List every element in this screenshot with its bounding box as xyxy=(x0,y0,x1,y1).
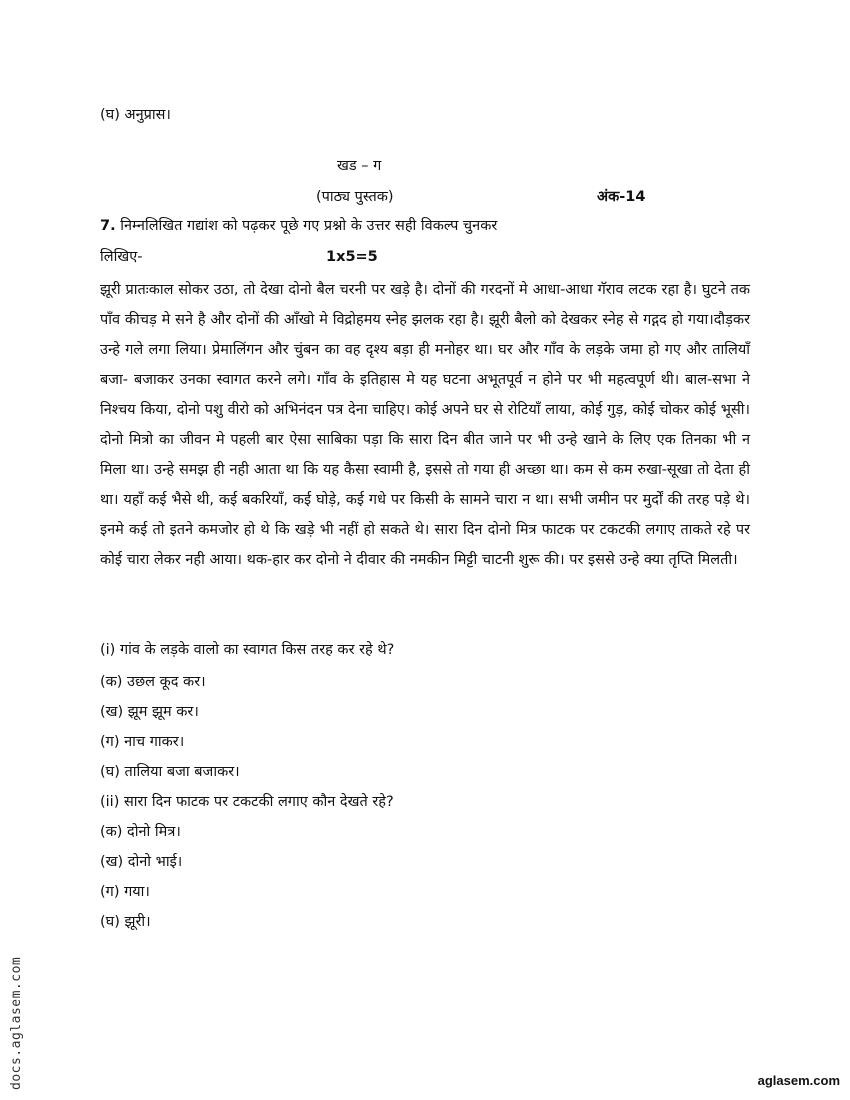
side-watermark: docs.aglasem.com xyxy=(9,956,24,1090)
section-marks: अंक-14 xyxy=(597,189,646,205)
question-instruction: निम्नलिखित गद्यांश को पढ़कर पूछे गए प्रश्नो के उत्तर सही विकल्प चुनकर xyxy=(120,218,498,234)
question-1-option-a: (क) उछल कूद कर। xyxy=(100,674,206,690)
question-instruction-end: लिखिए- xyxy=(100,249,143,265)
site-label: aglasem.com xyxy=(757,1073,840,1088)
question-1-option-c: (ग) नाच गाकर। xyxy=(100,734,185,750)
question-marks: 1x5=5 xyxy=(326,249,378,265)
previous-answer-option: (घ) अनुप्रास। xyxy=(100,107,171,123)
passage-text: झूरी प्रातःकाल सोकर उठा, तो देखा दोनो बैल चरनी पर खड़े है। दोनों की गरदनों मे आधा-आधा गॅराव लटक रहा है। घुटने तक पाँव कीचड़ मे सने है और दोनों की आँखो मे विद्रोहमय स्नेह झलक रहा है। झूरी बैलो को देखकर स्नेह से गद्गद हो गया।दौड़कर उन्हे गले लगा लिया। प्रेमालिंगन और चुंबन का वह दृश्य बड़ा ही मनोहर था। घर और गाँव के लड़के जमा हो गए और तालियाँ बजा- बजाकर उनका स्वागत करने लगे। गाँव के इतिहास मे यह घटना अभूतपूर्व न होने पर भी महत्वपूर्ण थी। बाल-सभा ने निश्चय किया, दोनो पशु वीरो को अभिनंदन पत्र देना चाहिए। कोई अपने घर से रोटियाँ लाया, कोई गुड़, कोई चोकर कोई भूसी। दोनो मित्रो का जीवन मे पहली बार ऐसा साबिका पड़ा कि सारा दिन बीत जाने पर भी उन्हे खाने के लिए एक तिनका भी न मिला था। उन्हे समझ ही नही आता था कि यह कैसा स्वामी है, इससे तो गया ही अच्छा था। कम से कम रुखा-सूखा तो देता ही था। यहाँ कई भैसे थी, कई बकरियाँ, कई घोड़े, कई गधे पर किसी के सामने चारा न था। सभी जमीन पर मुर्दों की तरह पड़े थे।इनमे कई तो इतने कमजोर हो थे कि खड़े भी नहीं हो सकते थे। सारा दिन दोनो मित्र फाटक पर टकटकी लगाए ताकते रहे पर कोई चारा लेकर नही आया। थक-हार कर दोनो ने दीवार की नमकीन मिट्टी चाटनी शुरू की। पर इससे उन्हे क्या तृप्ति मिलती। xyxy=(100,282,750,568)
question-2-option-a: (क) दोनो मित्र। xyxy=(100,824,181,840)
question-1-option-b: (ख) झूम झूम कर। xyxy=(100,704,199,720)
question-2-option-c: (ग) गया। xyxy=(100,884,150,900)
question-heading xyxy=(100,217,750,235)
section-subtitle: (पाठ्य पुस्तक) xyxy=(316,189,394,205)
section-title: खड – ग xyxy=(337,158,382,174)
question-2-option-d: (घ) झूरी। xyxy=(100,914,151,930)
question-number: 7. xyxy=(100,218,116,234)
question-1-option-d: (घ) तालिया बजा बजाकर। xyxy=(100,764,240,780)
question-2-text: (ii) सारा दिन फाटक पर टकटकी लगाए कौन देखते रहे? xyxy=(100,794,394,810)
question-1-text: (i) गांव के लड़के वालो का स्वागत किस तरह कर रहे थे? xyxy=(100,642,395,658)
question-2-option-b: (ख) दोनो भाई। xyxy=(100,854,183,870)
